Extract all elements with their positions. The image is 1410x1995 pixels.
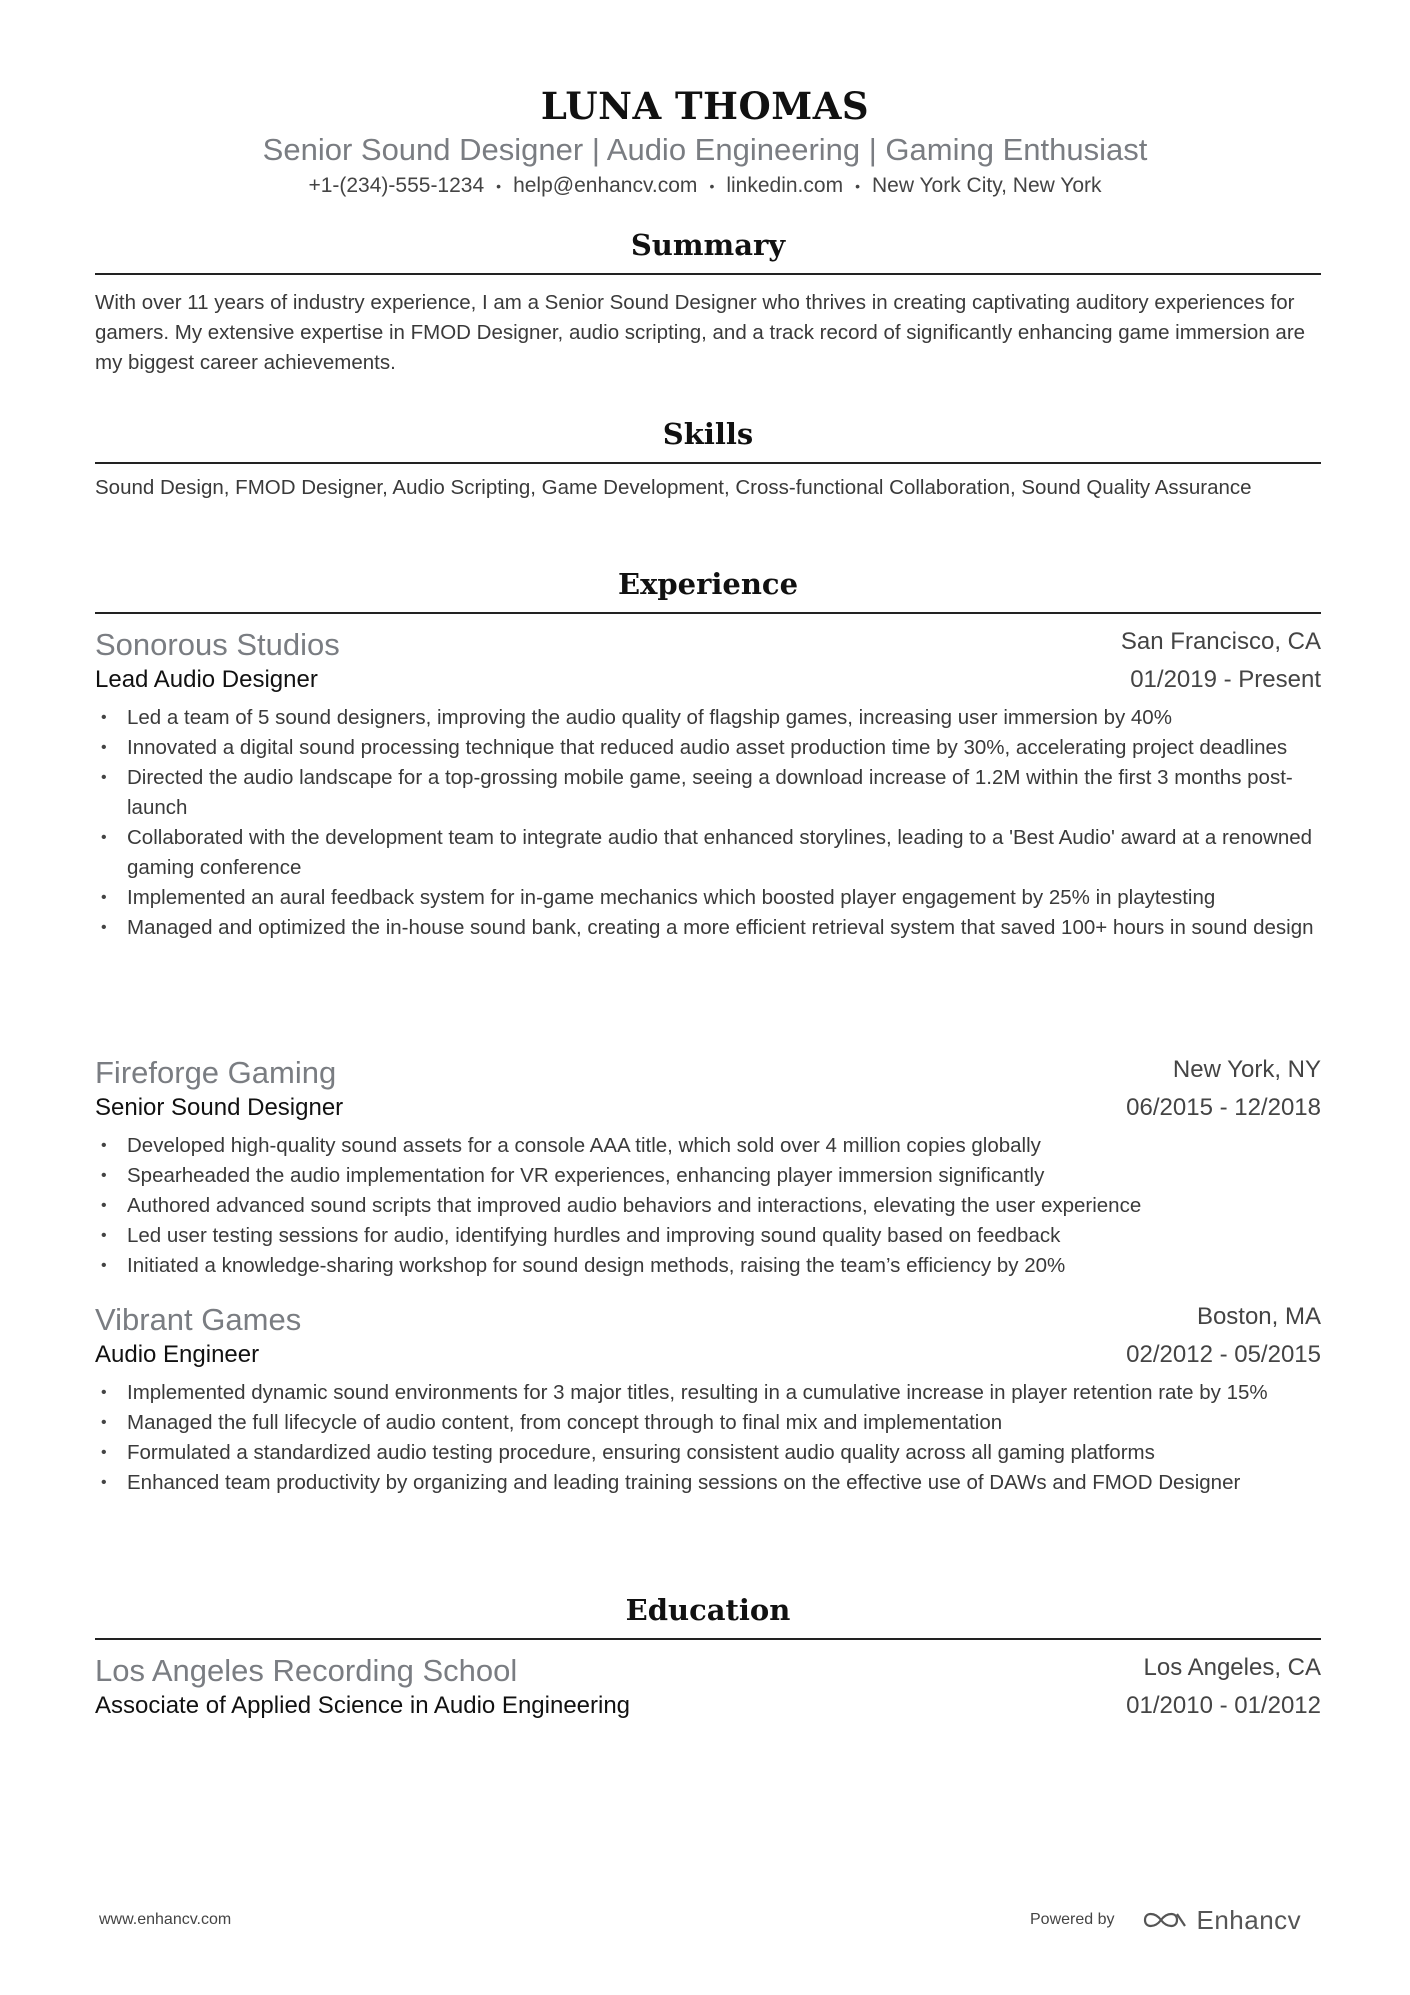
bullet-icon: • [101,829,107,846]
job-bullet [95,1131,1325,1161]
job-bullet [95,913,1325,943]
experience-divider [95,612,1321,614]
footer-branding[interactable] [1030,1900,1301,1940]
company-name: Fireforge Gaming [95,1055,337,1090]
bullet-text: Formulated a standardized audio testing procedure, ensuring consistent audio quality across all gaming platforms [127,1441,1155,1464]
linkedin-link[interactable]: linkedin.com [726,174,844,197]
education-heading: Education [625,1593,791,1627]
bullet-text: Led a team of 5 sound designers, improving the audio quality of flagship games, increasing user immersion by 40% [127,706,1172,729]
bullet-icon: • [101,1227,107,1244]
job-bullet [95,1408,1325,1438]
degree-title: Associate of Applied Science in Audio Engineering [95,1692,631,1719]
job-bullet [95,1251,1325,1281]
bullet-icon: • [101,1197,107,1214]
email-address[interactable]: help@enhancv.com [513,174,698,197]
education-entry-header [95,1651,1321,1721]
bullet-text: Led user testing sessions for audio, identifying hurdles and improving sound quality based on feedback [127,1224,1061,1247]
job-bullet [95,883,1325,913]
job-bullet [95,1468,1325,1498]
summary-text: With over 11 years of industry experience, I am a Senior Sound Designer who thrives in creating captivating auditory experiences for gamers. My extensive expertise in FMOD Designer, audio scripting, and a track record of significantly enhancing game immersion are my biggest career achievements. [95,291,1306,374]
company-name: Sonorous Studios [95,627,340,662]
school-location: Los Angeles, CA [1143,1654,1321,1681]
experience-entry-header [95,1053,1321,1123]
job-title: Audio Engineer [95,1341,260,1368]
job-location: New York, NY [1172,1056,1321,1083]
bullet-text: Implemented an aural feedback system for in-game mechanics which boosted player engagement by 25% in playtesting [127,886,1216,909]
bullet-icon: • [101,1384,107,1401]
contact-separator: • [496,178,502,195]
job-dates: 02/2012 - 05/2015 [1126,1341,1321,1368]
skills-heading: Skills [662,417,754,451]
bullet-icon: • [101,1137,107,1154]
skills-divider [95,462,1321,464]
bullet-icon: • [101,709,107,726]
bullet-icon: • [101,739,107,756]
job-bullet-list [95,1378,1325,1498]
powered-by-label: Powered by [1030,1911,1115,1928]
job-dates: 06/2015 - 12/2018 [1126,1094,1321,1121]
job-location: Boston, MA [1196,1303,1321,1330]
contact-line [0,172,1410,200]
job-bullet [95,1221,1325,1251]
job-bullet [95,1378,1325,1408]
job-bullet-list [95,703,1325,943]
bullet-icon: • [101,1167,107,1184]
phone-number: +1-(234)-555-1234 [308,174,485,197]
experience-heading: Experience [617,567,799,601]
job-bullet [95,1438,1325,1468]
candidate-location: New York City, New York [871,174,1102,197]
bullet-text: Directed the audio landscape for a top-grossing mobile game, seeing a download increase of 1.2M within the first 3 months post-launch [127,766,1293,819]
job-title: Lead Audio Designer [95,666,318,693]
bullet-text: Initiated a knowledge-sharing workshop for sound design methods, raising the team’s efficiency by 20% [127,1254,1066,1277]
bullet-text: Authored advanced sound scripts that improved audio behaviors and interactions, elevating the user experience [127,1194,1142,1217]
bullet-icon: • [101,1414,107,1431]
bullet-icon: • [101,1474,107,1491]
bullet-text: Managed and optimized the in-house sound bank, creating a more efficient retrieval system that saved 100+ hours in sound design [127,916,1314,939]
company-name: Vibrant Games [95,1302,302,1337]
candidate-tagline: Senior Sound Designer | Audio Engineering | Gaming Enthusiast [262,132,1148,167]
school-name: Los Angeles Recording School [95,1653,518,1688]
summary-heading: Summary [630,228,786,262]
education-dates: 01/2010 - 01/2012 [1126,1692,1321,1719]
summary-divider [95,273,1321,275]
bullet-text: Innovated a digital sound processing technique that reduced audio asset production time by 30%, accelerating project deadlines [127,736,1288,759]
candidate-name: LUNA THOMAS [540,84,870,128]
bullet-icon: • [101,1257,107,1274]
resume-header [0,84,1410,200]
job-bullet [95,763,1325,823]
experience-entry-header [95,625,1321,695]
contact-separator: • [709,178,715,195]
enhancv-logo-icon [1141,1908,1189,1932]
bullet-icon: • [101,1444,107,1461]
contact-separator: • [855,178,860,195]
job-bullet-list [95,1131,1325,1281]
bullet-text: Managed the full lifecycle of audio content, from concept through to final mix and implementation [127,1411,1003,1434]
job-bullet [95,733,1325,763]
education-divider [95,1638,1321,1640]
footer-website[interactable]: www.enhancv.com [99,1911,232,1928]
job-bullet [95,1191,1325,1221]
job-location: San Francisco, CA [1120,628,1321,655]
bullet-text: Developed high-quality sound assets for a console AAA title, which sold over 4 million copies globally [127,1134,1041,1157]
bullet-text: Spearheaded the audio implementation for VR experiences, enhancing player immersion significantly [127,1164,1045,1187]
bullet-icon: • [101,769,107,786]
bullet-text: Enhanced team productivity by organizing and leading training sessions on the effective use of DAWs and FMOD Designer [127,1471,1241,1494]
bullet-text: Collaborated with the development team to integrate audio that enhanced storylines, leading to a 'Best Audio' award at a renowned gaming conference [127,826,1313,879]
job-bullet [95,823,1325,883]
bullet-icon: • [101,919,107,936]
bullet-icon: • [101,889,107,906]
job-title: Senior Sound Designer [95,1094,344,1121]
skills-text: Sound Design, FMOD Designer, Audio Scripting, Game Development, Cross-functional Collaboration, Sound Quality Assurance [95,476,1252,499]
job-bullet [95,703,1325,733]
job-bullet [95,1161,1325,1191]
bullet-text: Implemented dynamic sound environments for 3 major titles, resulting in a cumulative increase in player retention rate by 15% [127,1381,1268,1404]
brand-name: Enhancv [1196,1904,1302,1935]
job-dates: 01/2019 - Present [1130,666,1321,693]
experience-entry-header [95,1300,1321,1370]
